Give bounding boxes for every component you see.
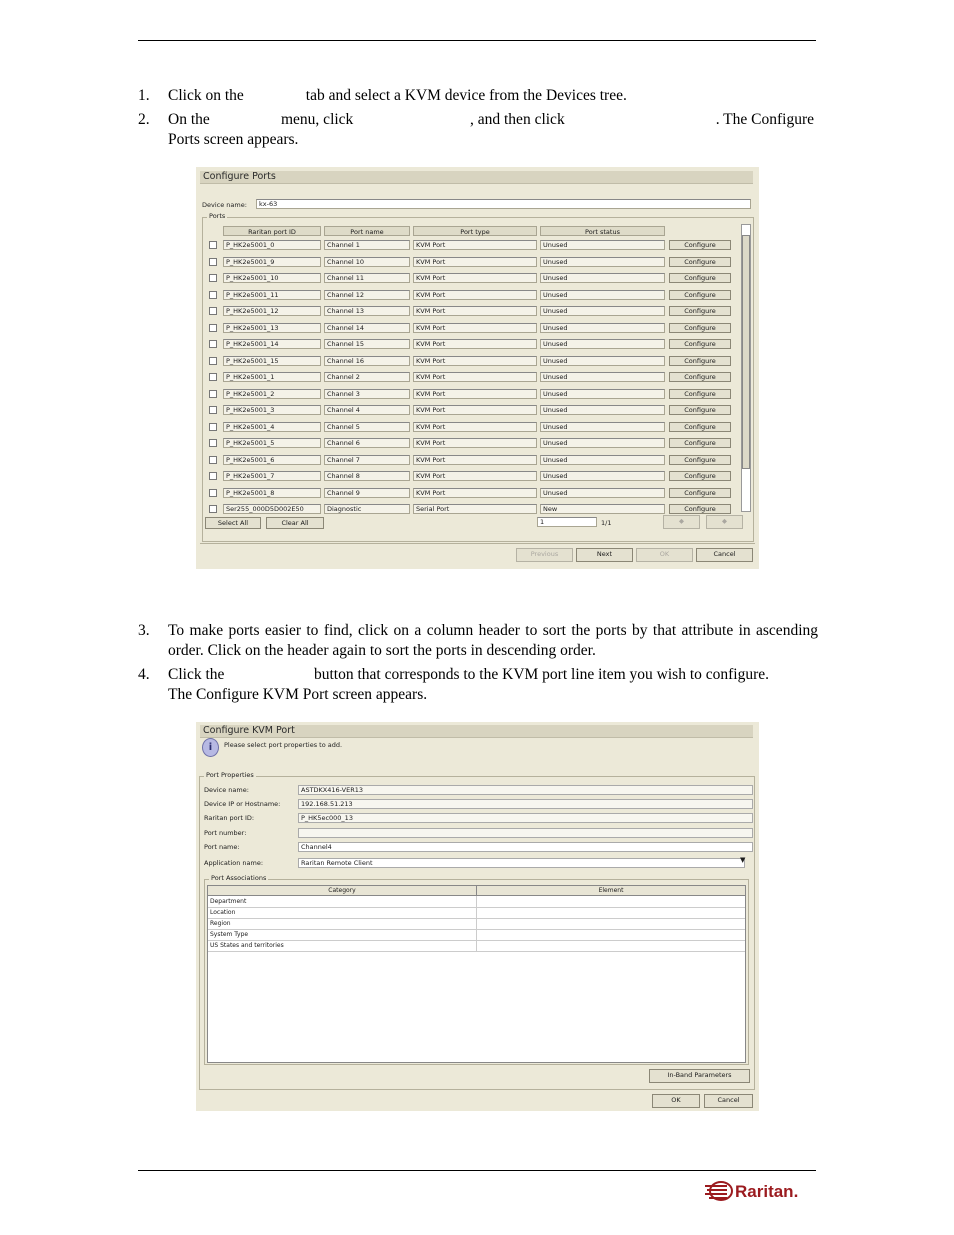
window-title: Configure Ports <box>200 171 753 184</box>
row-checkbox[interactable] <box>209 489 217 497</box>
port-cell-type: KVM Port <box>413 257 537 267</box>
port-associations-legend: Port Associations <box>211 874 267 882</box>
port-cell-id: P_HK2e5001_4 <box>223 422 321 432</box>
port-cell-status: Unused <box>540 339 665 349</box>
port-cell-type: KVM Port <box>413 323 537 333</box>
application-dropdown-arrow-icon[interactable]: ▼ <box>740 856 746 864</box>
port-cell-status: Unused <box>540 422 665 432</box>
device-name-field[interactable]: kx-63 <box>256 199 751 209</box>
row-checkbox[interactable] <box>209 258 217 266</box>
page-count: 1/1 <box>601 519 612 527</box>
configure-button[interactable]: Configure <box>669 422 731 432</box>
divider <box>200 543 755 544</box>
port-cell-name: Channel 15 <box>324 339 410 349</box>
port-cell-id: P_HK2e5001_12 <box>223 306 321 316</box>
column-divider <box>476 907 477 918</box>
previous-button[interactable]: Previous <box>516 548 573 562</box>
port-cell-name: Channel 4 <box>324 405 410 415</box>
info-message: Please select port properties to add. <box>224 741 343 749</box>
port-properties-list <box>200 784 752 874</box>
port-cell-status: Unused <box>540 455 665 465</box>
step-text: . The Configure <box>715 111 814 128</box>
in-band-parameters-button[interactable]: In-Band Parameters <box>649 1069 750 1083</box>
next-button[interactable]: Next <box>576 548 633 562</box>
port-cell-status: Unused <box>540 389 665 399</box>
property-label: Raritan port ID: <box>204 814 255 823</box>
column-divider <box>476 940 477 951</box>
ports-legend: Ports <box>209 212 226 220</box>
port-cell-type: KVM Port <box>413 405 537 415</box>
ports-table <box>203 226 741 518</box>
step-text: menu, click <box>281 111 354 128</box>
info-icon: i <box>202 738 219 757</box>
association-category: Region <box>210 920 231 927</box>
port-cell-name: Channel 1 <box>324 240 410 250</box>
row-checkbox[interactable] <box>209 324 217 332</box>
property-value: P_HK5ec000_13 <box>298 813 753 823</box>
port-cell-name: Channel 7 <box>324 455 410 465</box>
configure-button[interactable]: Configure <box>669 438 731 448</box>
port-cell-status: Unused <box>540 356 665 366</box>
port-properties-group <box>199 771 755 1090</box>
association-row[interactable] <box>208 940 745 952</box>
port-cell-id: P_HK2e5001_5 <box>223 438 321 448</box>
header-rule <box>138 40 816 41</box>
step-text: On the <box>168 111 210 128</box>
device-name-label: Device name: <box>202 201 247 209</box>
column-divider <box>476 896 477 907</box>
port-cell-name: Channel 9 <box>324 488 410 498</box>
port-cell-type: KVM Port <box>413 389 537 399</box>
port-cell-name: Channel 11 <box>324 273 410 283</box>
step-3 <box>138 621 818 661</box>
next-page-arrow-icon[interactable]: ◆ <box>706 515 743 529</box>
configure-button[interactable]: Configure <box>669 323 731 333</box>
port-associations-table <box>207 885 746 1063</box>
association-category: System Type <box>210 931 249 938</box>
property-value[interactable]: Channel4 <box>298 842 753 852</box>
port-cell-name: Channel 2 <box>324 372 410 382</box>
logo-text: Raritan. <box>735 1182 799 1201</box>
row-checkbox[interactable] <box>209 472 217 480</box>
step-text: The Configure KVM Port screen appears. <box>168 686 428 703</box>
port-cell-name: Channel 13 <box>324 306 410 316</box>
step-number: 4. <box>138 666 150 683</box>
configure-button[interactable]: Configure <box>669 306 731 316</box>
configure-button[interactable]: Configure <box>669 471 731 481</box>
element-column-header[interactable]: Element <box>477 886 745 896</box>
port-cell-status: Unused <box>540 306 665 316</box>
port-cell-status: Unused <box>540 323 665 333</box>
configure-button[interactable]: Configure <box>669 290 731 300</box>
row-checkbox[interactable] <box>209 307 217 315</box>
property-label: Application name: <box>204 859 264 867</box>
property-label: Device name: <box>204 786 249 794</box>
configure-button[interactable]: Configure <box>669 257 731 267</box>
port-cell-status: Unused <box>540 488 665 498</box>
port-cell-id: P_HK2e5001_14 <box>223 339 321 349</box>
association-category: Department <box>210 898 247 905</box>
port-cell-name: Channel 10 <box>324 257 410 267</box>
association-category: US States and territories <box>210 942 284 949</box>
port-cell-name: Channel 12 <box>324 290 410 300</box>
ok-button[interactable]: OK <box>652 1094 700 1108</box>
step-2 <box>138 110 818 150</box>
port-cell-type: Serial Port <box>413 504 537 514</box>
configure-kvm-port-screenshot <box>196 722 759 1111</box>
category-column-header[interactable]: Category <box>208 886 477 896</box>
port-cell-status: Unused <box>540 240 665 250</box>
window-title: Configure KVM Port <box>200 725 753 738</box>
row-checkbox[interactable] <box>209 439 217 447</box>
step-text: , and then click <box>470 111 565 128</box>
property-label: Port name: <box>204 842 240 851</box>
port-cell-status: New <box>540 504 665 514</box>
port-cell-id: P_HK2e5001_11 <box>223 290 321 300</box>
column-divider <box>476 929 477 940</box>
port-cell-id: P_HK2e5001_8 <box>223 488 321 498</box>
port-cell-status: Unused <box>540 290 665 300</box>
cancel-button[interactable]: Cancel <box>704 1094 753 1108</box>
port-cell-id: P_HK2e5001_9 <box>223 257 321 267</box>
ports-group <box>202 212 754 542</box>
port-cell-type: KVM Port <box>413 438 537 448</box>
port-cell-name: Diagnostic <box>324 504 410 514</box>
configure-button[interactable]: Configure <box>669 240 731 250</box>
select-all-button[interactable]: Select All <box>205 517 261 529</box>
port-cell-id: P_HK2e5001_2 <box>223 389 321 399</box>
configure-ports-screenshot <box>196 167 759 569</box>
port-cell-id: P_HK2e5001_6 <box>223 455 321 465</box>
property-label: Device IP or Hostname: <box>204 800 281 809</box>
configure-button[interactable]: Configure <box>669 488 731 498</box>
port-cell-status: Unused <box>540 438 665 448</box>
step-text: Ports screen appears. <box>168 131 299 148</box>
port-cell-name: Channel 16 <box>324 356 410 366</box>
port-cell-type: KVM Port <box>413 240 537 250</box>
port-cell-id: P_HK2e5001_15 <box>223 356 321 366</box>
port-cell-id: P_HK2e5001_10 <box>223 273 321 283</box>
clear-all-button[interactable]: Clear All <box>266 517 324 529</box>
column-divider <box>476 918 477 929</box>
port-cell-name: Channel 6 <box>324 438 410 448</box>
port-cell-type: KVM Port <box>413 273 537 283</box>
port-cell-name: Channel 14 <box>324 323 410 333</box>
port-cell-id: P_HK2e5001_13 <box>223 323 321 333</box>
configure-button[interactable]: Configure <box>669 504 731 514</box>
row-checkbox[interactable] <box>209 406 217 414</box>
port-associations-group <box>204 874 749 1065</box>
port-cell-type: KVM Port <box>413 422 537 432</box>
property-value[interactable]: Raritan Remote Client <box>298 858 745 868</box>
port-cell-type: KVM Port <box>413 290 537 300</box>
row-checkbox[interactable] <box>209 291 217 299</box>
configure-button[interactable]: Configure <box>669 455 731 465</box>
row-checkbox[interactable] <box>209 505 217 513</box>
property-label: Port number: <box>204 828 247 837</box>
configure-button[interactable]: Configure <box>669 405 731 415</box>
property-value: 192.168.51.213 <box>298 799 753 809</box>
property-value: ASTDKX416-VER13 <box>298 785 753 795</box>
step-text: Click on the <box>168 87 244 104</box>
step-number: 1. <box>138 87 150 104</box>
step-number: 2. <box>138 111 150 128</box>
row-checkbox[interactable] <box>209 456 217 464</box>
port-cell-status: Unused <box>540 405 665 415</box>
port-cell-status: Unused <box>540 471 665 481</box>
row-checkbox[interactable] <box>209 357 217 365</box>
configure-button[interactable]: Configure <box>669 389 731 399</box>
port-cell-status: Unused <box>540 257 665 267</box>
scrollbar-thumb[interactable] <box>742 235 750 469</box>
step-4 <box>138 665 818 705</box>
configure-button[interactable]: Configure <box>669 339 731 349</box>
port-cell-type: KVM Port <box>413 306 537 316</box>
port-cell-status: Unused <box>540 372 665 382</box>
port-cell-type: KVM Port <box>413 372 537 382</box>
port-properties-legend: Port Properties <box>206 771 254 779</box>
row-checkbox[interactable] <box>209 274 217 282</box>
ok-button[interactable]: OK <box>636 548 693 562</box>
column-header[interactable]: Port status <box>540 226 665 236</box>
column-header[interactable]: Raritan port ID <box>223 226 321 236</box>
port-cell-name: Channel 8 <box>324 471 410 481</box>
port-cell-id: Ser255_000D5D002E50 <box>223 504 321 514</box>
step-text: To make ports easier to find, click on a column header to sort the ports by that attribute in ascending order. Click on the header again to sort the ports in descending order. <box>168 622 818 659</box>
step-text: Click the <box>168 666 225 683</box>
port-cell-id: P_HK2e5001_3 <box>223 405 321 415</box>
row-checkbox[interactable] <box>209 340 217 348</box>
port-cell-id: P_HK2e5001_1 <box>223 372 321 382</box>
row-checkbox[interactable] <box>209 423 217 431</box>
prev-page-arrow-icon[interactable]: ◆ <box>663 515 700 529</box>
port-cell-type: KVM Port <box>413 471 537 481</box>
port-cell-name: Channel 5 <box>324 422 410 432</box>
column-header[interactable]: Port name <box>324 226 410 236</box>
page-number-input[interactable]: 1 <box>537 517 597 527</box>
configure-button[interactable]: Configure <box>669 372 731 382</box>
configure-button[interactable]: Configure <box>669 356 731 366</box>
port-cell-type: KVM Port <box>413 356 537 366</box>
vertical-scrollbar[interactable] <box>741 224 751 512</box>
port-cell-name: Channel 3 <box>324 389 410 399</box>
association-category: Location <box>210 909 236 916</box>
step-text: button that corresponds to the KVM port line item you wish to configure. <box>314 666 770 683</box>
row-checkbox[interactable] <box>209 241 217 249</box>
step-1 <box>138 86 818 106</box>
row-checkbox[interactable] <box>209 373 217 381</box>
port-cell-type: KVM Port <box>413 488 537 498</box>
port-cell-id: P_HK2e5001_0 <box>223 240 321 250</box>
cancel-button[interactable]: Cancel <box>696 548 753 562</box>
property-value[interactable] <box>298 828 753 838</box>
row-checkbox[interactable] <box>209 390 217 398</box>
step-number: 3. <box>138 622 150 639</box>
port-cell-status: Unused <box>540 273 665 283</box>
step-text: tab and select a KVM device from the Devices tree. <box>305 87 627 104</box>
port-cell-type: KVM Port <box>413 339 537 349</box>
footer-rule <box>138 1170 816 1171</box>
configure-button[interactable]: Configure <box>669 273 731 283</box>
column-header[interactable]: Port type <box>413 226 537 236</box>
raritan-logo <box>705 1180 815 1202</box>
port-cell-type: KVM Port <box>413 455 537 465</box>
port-cell-id: P_HK2e5001_7 <box>223 471 321 481</box>
